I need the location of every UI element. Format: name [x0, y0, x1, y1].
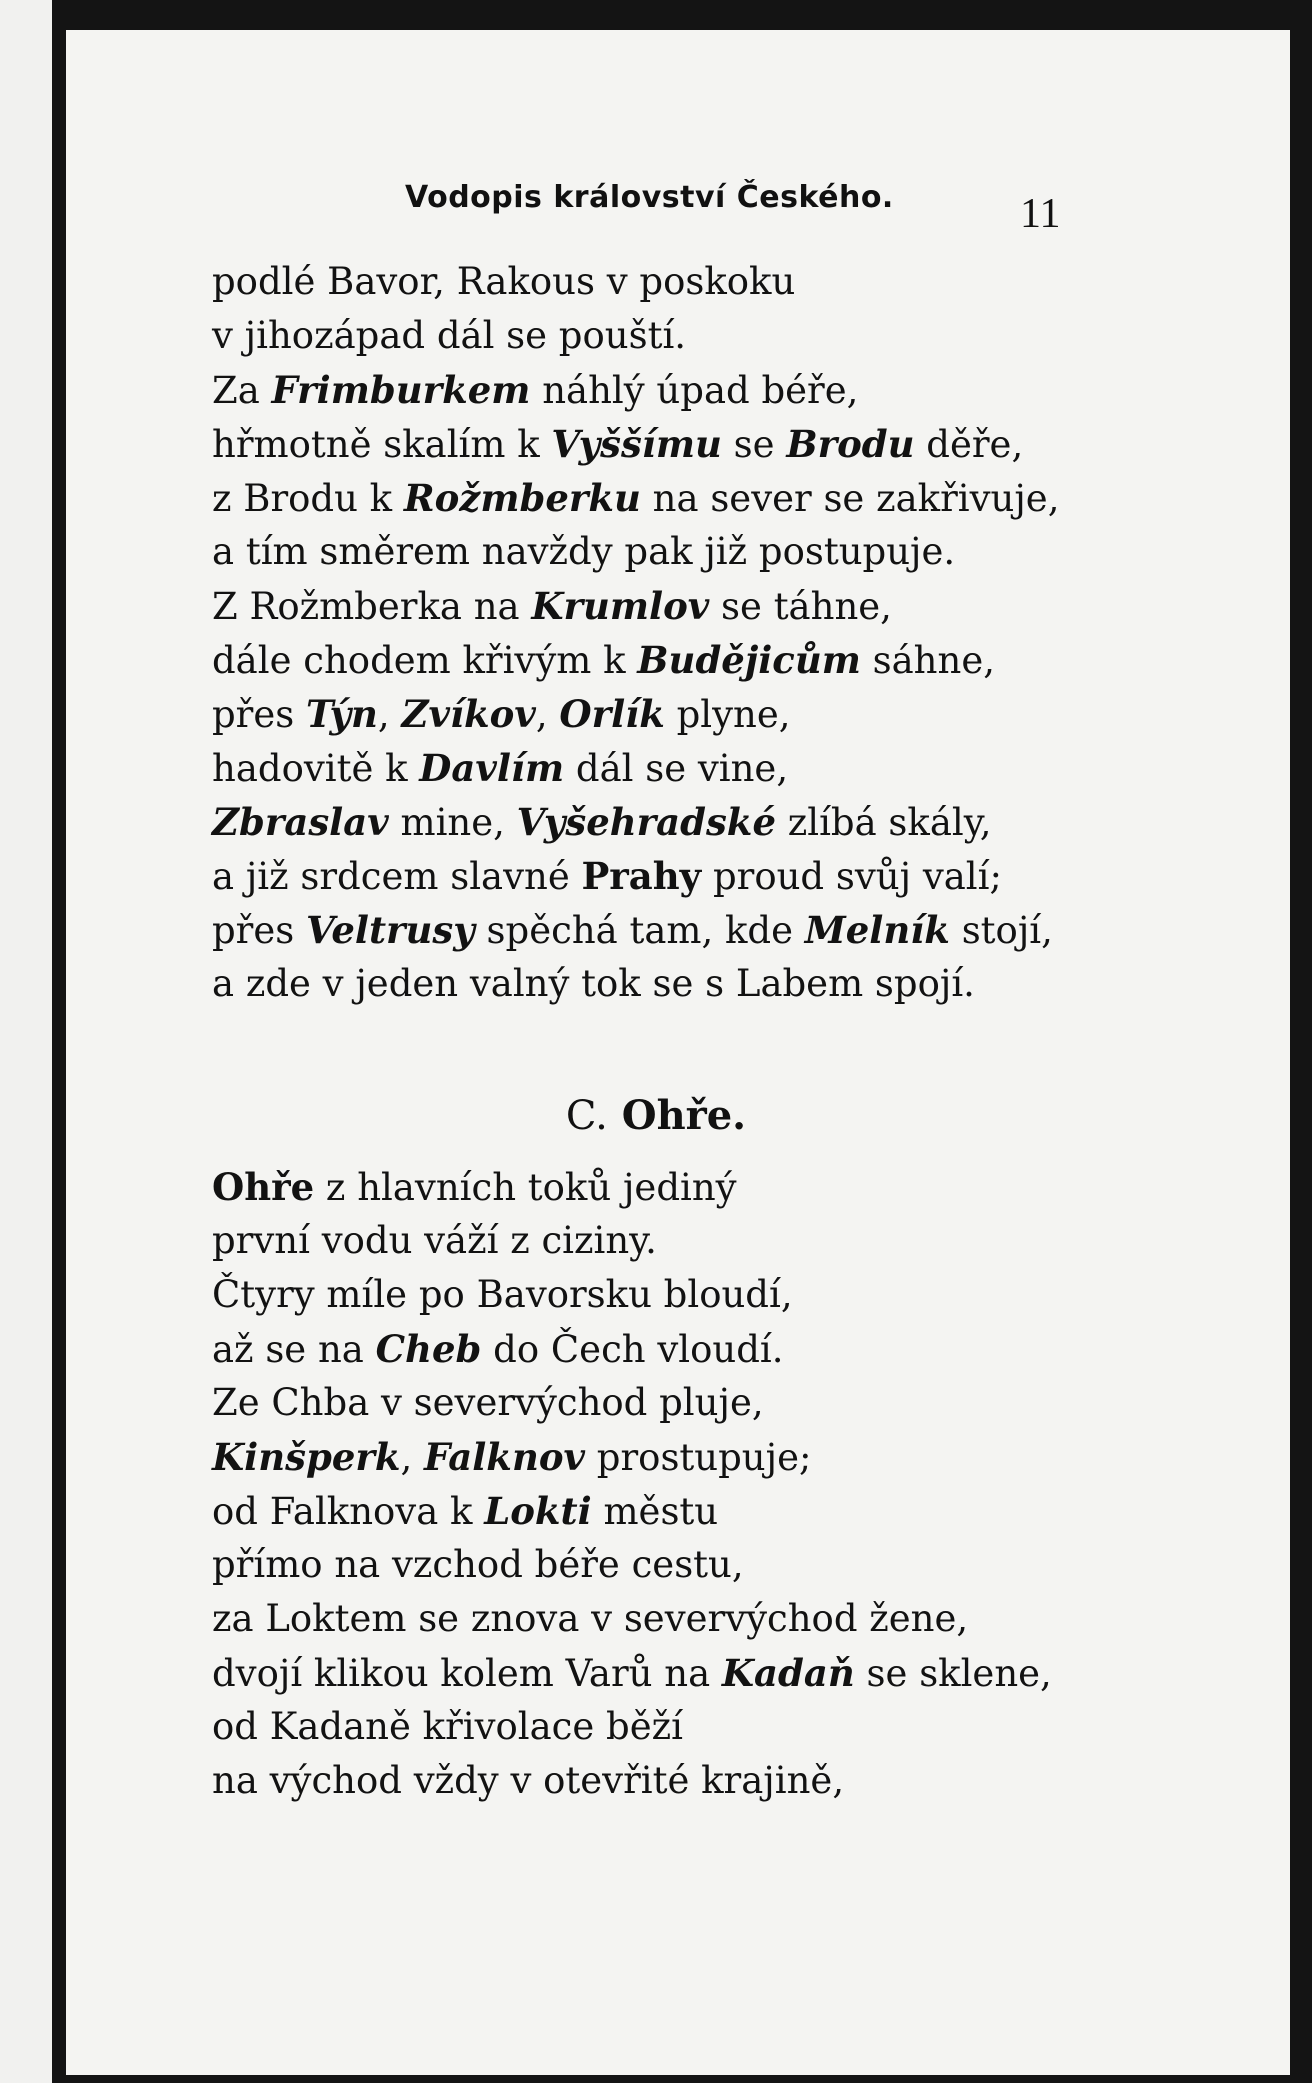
- verse-text: na východ vždy v otevřité krajině,: [212, 1759, 845, 1802]
- verse-text: se táhne,: [709, 585, 892, 628]
- verse-line: [212, 255, 1112, 309]
- verse-text: se sklene,: [854, 1652, 1052, 1695]
- verse-line: [212, 1538, 1112, 1592]
- place-name: Zbraslav: [212, 800, 389, 844]
- verse-text: hadovitě k: [212, 747, 420, 790]
- place-name: Orlík: [559, 692, 665, 736]
- place-name: Melník: [804, 908, 950, 952]
- verse-line: [212, 417, 1112, 471]
- verse-text: od Kadaně křivolace běží: [212, 1705, 683, 1748]
- place-name: Zvíkov: [401, 692, 536, 736]
- verse-line: [212, 1214, 1112, 1268]
- verse-text: až se na: [212, 1328, 376, 1371]
- verse-line: [212, 471, 1112, 525]
- verse-text: Ze Chba v severvýchod pluje,: [212, 1381, 764, 1424]
- adjacent-page-margin: [0, 0, 52, 2083]
- verse-text: a zde v jeden valný tok se s Labem spojí.: [212, 962, 975, 1005]
- verse-line: [212, 1754, 1112, 1808]
- verse-text: z Brodu k: [212, 477, 404, 520]
- verse-text: Čtyry míle po Bavorsku bloudí,: [212, 1273, 793, 1316]
- verse-line: [212, 1592, 1112, 1646]
- verse-text: mine,: [388, 801, 517, 844]
- verse-text: náhlý úpad béře,: [530, 369, 859, 412]
- verse-text: prostupuje;: [585, 1436, 812, 1479]
- place-name: Brodu: [786, 422, 915, 466]
- place-name: Veltrusy: [306, 908, 475, 952]
- verse-text: na sever se zakřivuje,: [640, 477, 1060, 520]
- place-name: Frimburkem: [271, 368, 531, 412]
- verse-text: do Čech vloudí.: [481, 1328, 784, 1371]
- verse-line: [212, 687, 1112, 741]
- verse-text: a tím směrem navždy pak již postupuje.: [212, 530, 956, 573]
- place-name: Davlím: [419, 746, 565, 790]
- running-head: Vodopis království Českého.: [405, 180, 894, 215]
- verse-line: [212, 849, 1112, 903]
- verse-line: [212, 1160, 1112, 1214]
- verse-line: [212, 1376, 1112, 1430]
- place-name: Krumlov: [531, 584, 710, 628]
- verse-text: zlíbá skály,: [775, 801, 992, 844]
- verse-text: se: [721, 423, 787, 466]
- section-name: Ohře.: [621, 1092, 747, 1139]
- verse-line: [212, 579, 1112, 633]
- verse-text: z hlavních toků jediný: [314, 1166, 737, 1209]
- verse-text: v jihozápad dál se pouští.: [212, 314, 687, 357]
- verse-line: [212, 1484, 1112, 1538]
- place-name: Vyššímu: [551, 422, 722, 466]
- verse-text: dvojí klikou kolem Varů na: [212, 1652, 722, 1695]
- verse-line: [212, 363, 1112, 417]
- emphasized-word: Ohře: [212, 1165, 315, 1209]
- page-number: 11: [1020, 191, 1061, 237]
- verse-text: podlé Bavor, Rakous v poskoku: [212, 260, 796, 303]
- place-name: Lokti: [484, 1489, 592, 1533]
- place-name: Cheb: [375, 1327, 482, 1371]
- verse-text: od Falknova k: [212, 1490, 485, 1533]
- verse-line: [212, 1322, 1112, 1376]
- verse-line: [212, 903, 1112, 957]
- verse-text: přes: [212, 693, 307, 736]
- verse-text: Za: [212, 369, 272, 412]
- verse-text: plyne,: [664, 693, 791, 736]
- verse-text: první vodu váží z ciziny.: [212, 1219, 657, 1262]
- verse-line: [212, 1646, 1112, 1700]
- verse-text: ,: [377, 693, 402, 736]
- verse-line: [212, 741, 1112, 795]
- verse-text: přímo na vzchod béře cestu,: [212, 1543, 744, 1586]
- verse-text: a již srdcem slavné: [212, 855, 582, 898]
- verse-text: stojí,: [949, 909, 1053, 952]
- verse-line: [212, 1268, 1112, 1322]
- verse-line: [212, 795, 1112, 849]
- emphasized-word: Prahy: [581, 854, 702, 898]
- verse-text: ,: [535, 693, 560, 736]
- verse-line: [212, 309, 1112, 363]
- section-title: [0, 1092, 1312, 1139]
- verse-text: sáhne,: [860, 639, 995, 682]
- place-name: Falknov: [424, 1435, 586, 1479]
- verse-text: děře,: [914, 423, 1024, 466]
- verse-text: přes: [212, 909, 307, 952]
- verse-text: hřmotně skalím k: [212, 423, 552, 466]
- verse-line: [212, 633, 1112, 687]
- place-name: Budějicům: [637, 638, 861, 682]
- verse-line: [212, 1700, 1112, 1754]
- verse-text: dál se vine,: [564, 747, 789, 790]
- place-name: Kinšperk: [212, 1435, 401, 1479]
- place-name: Kadaň: [721, 1651, 855, 1695]
- verse-text: Z Rožmberka na: [212, 585, 532, 628]
- verse-line: [212, 525, 1112, 579]
- place-name: Týn: [306, 692, 378, 736]
- stanza-2: [212, 1160, 1112, 1808]
- verse-text: ,: [400, 1436, 425, 1479]
- verse-text: proud svůj valí;: [701, 855, 1002, 898]
- section-label: C.: [565, 1093, 608, 1139]
- place-name: Vyšehradské: [516, 800, 776, 844]
- place-name: Rožmberku: [403, 476, 641, 520]
- verse-text: městu: [591, 1490, 719, 1533]
- stanza-1: [212, 255, 1112, 1011]
- verse-line: [212, 957, 1112, 1011]
- verse-text: spěchá tam, kde: [474, 909, 805, 952]
- verse-text: dále chodem křivým k: [212, 639, 638, 682]
- verse-line: [212, 1430, 1112, 1484]
- verse-text: za Loktem se znova v severvýchod žene,: [212, 1597, 969, 1640]
